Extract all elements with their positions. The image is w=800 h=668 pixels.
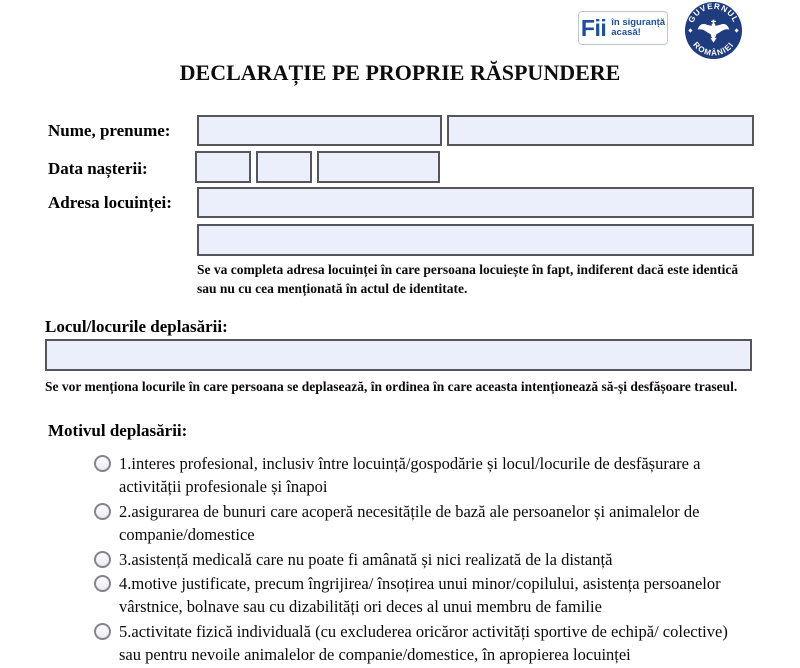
field-label-nume-prenume: Nume, prenume:: [48, 121, 171, 140]
option-2-line-1: 2.asigurarea de bunuri care acoperă necesitățile de bază ale persoanelor și animalelor de: [119, 501, 700, 521]
radio-option-1[interactable]: [94, 455, 111, 472]
logo-arc-top-text: GUVERNUL: [686, 1, 741, 25]
input-locul-deplasarii[interactable]: [45, 339, 752, 371]
locul-note: [45, 377, 737, 396]
badge-tagline: [611, 18, 665, 39]
input-birth-year[interactable]: [317, 151, 440, 183]
locul-note-line1: Se vor menționa locurile în care persoana se deplasează, în ordinea în care aceasta intenționează să-și desfășoare traseul.: [45, 379, 738, 394]
adresa-note-line1: Se va completa adresa locuinței în care persoana locuiește în fapt, indiferent dacă este identică: [197, 262, 739, 277]
radio-option-5[interactable]: [94, 623, 111, 640]
motivul-options-list: [80, 452, 792, 668]
fii-in-siguranta-badge: [578, 11, 668, 45]
field-label-data-nasterii: Data nașterii:: [48, 159, 148, 178]
input-nume[interactable]: [197, 115, 442, 146]
government-logo: [684, 1, 743, 60]
option-5-line-2: sau pentru nevoile animalelor de companie/domestice, în apropierea locuinței: [119, 645, 631, 665]
option-row-1: [80, 452, 792, 499]
page-title: DECLARAȚIE PE PROPRIE RĂSPUNDERE: [179, 60, 621, 85]
radio-option-4[interactable]: [94, 575, 111, 592]
field-label-motivul-deplasarii: Motivul deplasării:: [48, 421, 188, 440]
government-seal-icon: [684, 1, 743, 60]
option-2-line-2: companie/domestice: [119, 525, 255, 545]
adresa-note: [197, 260, 738, 298]
logo-arc-bottom-text: ROMÂNIEI: [691, 40, 736, 58]
badge-tagline-line1: în siguranță: [611, 16, 666, 28]
input-adresa-line2[interactable]: [197, 224, 754, 256]
input-birth-month[interactable]: [256, 151, 312, 183]
badge-tagline-line2: acasă!: [611, 27, 641, 38]
option-row-3: [80, 548, 792, 571]
input-prenume[interactable]: [447, 115, 754, 146]
radio-option-3[interactable]: [94, 551, 111, 568]
radio-option-2[interactable]: [94, 503, 111, 520]
option-5-line-1: 5.activitate fizică individuală (cu excluderea oricăror activități sportive de echipă/ colective): [119, 621, 728, 641]
option-4-line-2: vârstnice, bolnave sau cu dizabilități ori deces al unui membru de familie: [119, 597, 602, 617]
adresa-note-line2: sau nu cu cea menționată în actul de identitate.: [197, 281, 468, 296]
option-row-5: [80, 620, 792, 667]
option-row-4: [80, 572, 792, 619]
option-3-line-1: 3.asistență medicală care nu poate fi amânată și nici realizată de la distanță: [119, 549, 613, 569]
option-4-line-1: 4.motive justificate, precum îngrijirea/ însoțirea unui minor/copilului, asistența persoanelor: [119, 574, 721, 594]
input-adresa-line1[interactable]: [197, 187, 754, 218]
option-1-line-2: activității profesionale și înapoi: [119, 477, 328, 497]
field-label-adresa: Adresa locuinței:: [48, 193, 172, 212]
field-label-locul-deplasarii: Locul/locurile deplasării:: [45, 317, 228, 336]
option-row-2: [80, 500, 792, 547]
input-birth-day[interactable]: [195, 151, 251, 183]
badge-brand-text: Fii: [580, 14, 607, 41]
option-1-line-1: 1.interes profesional, inclusiv între locuință/gospodărie și locul/locurile de desfășurare a: [119, 454, 701, 473]
